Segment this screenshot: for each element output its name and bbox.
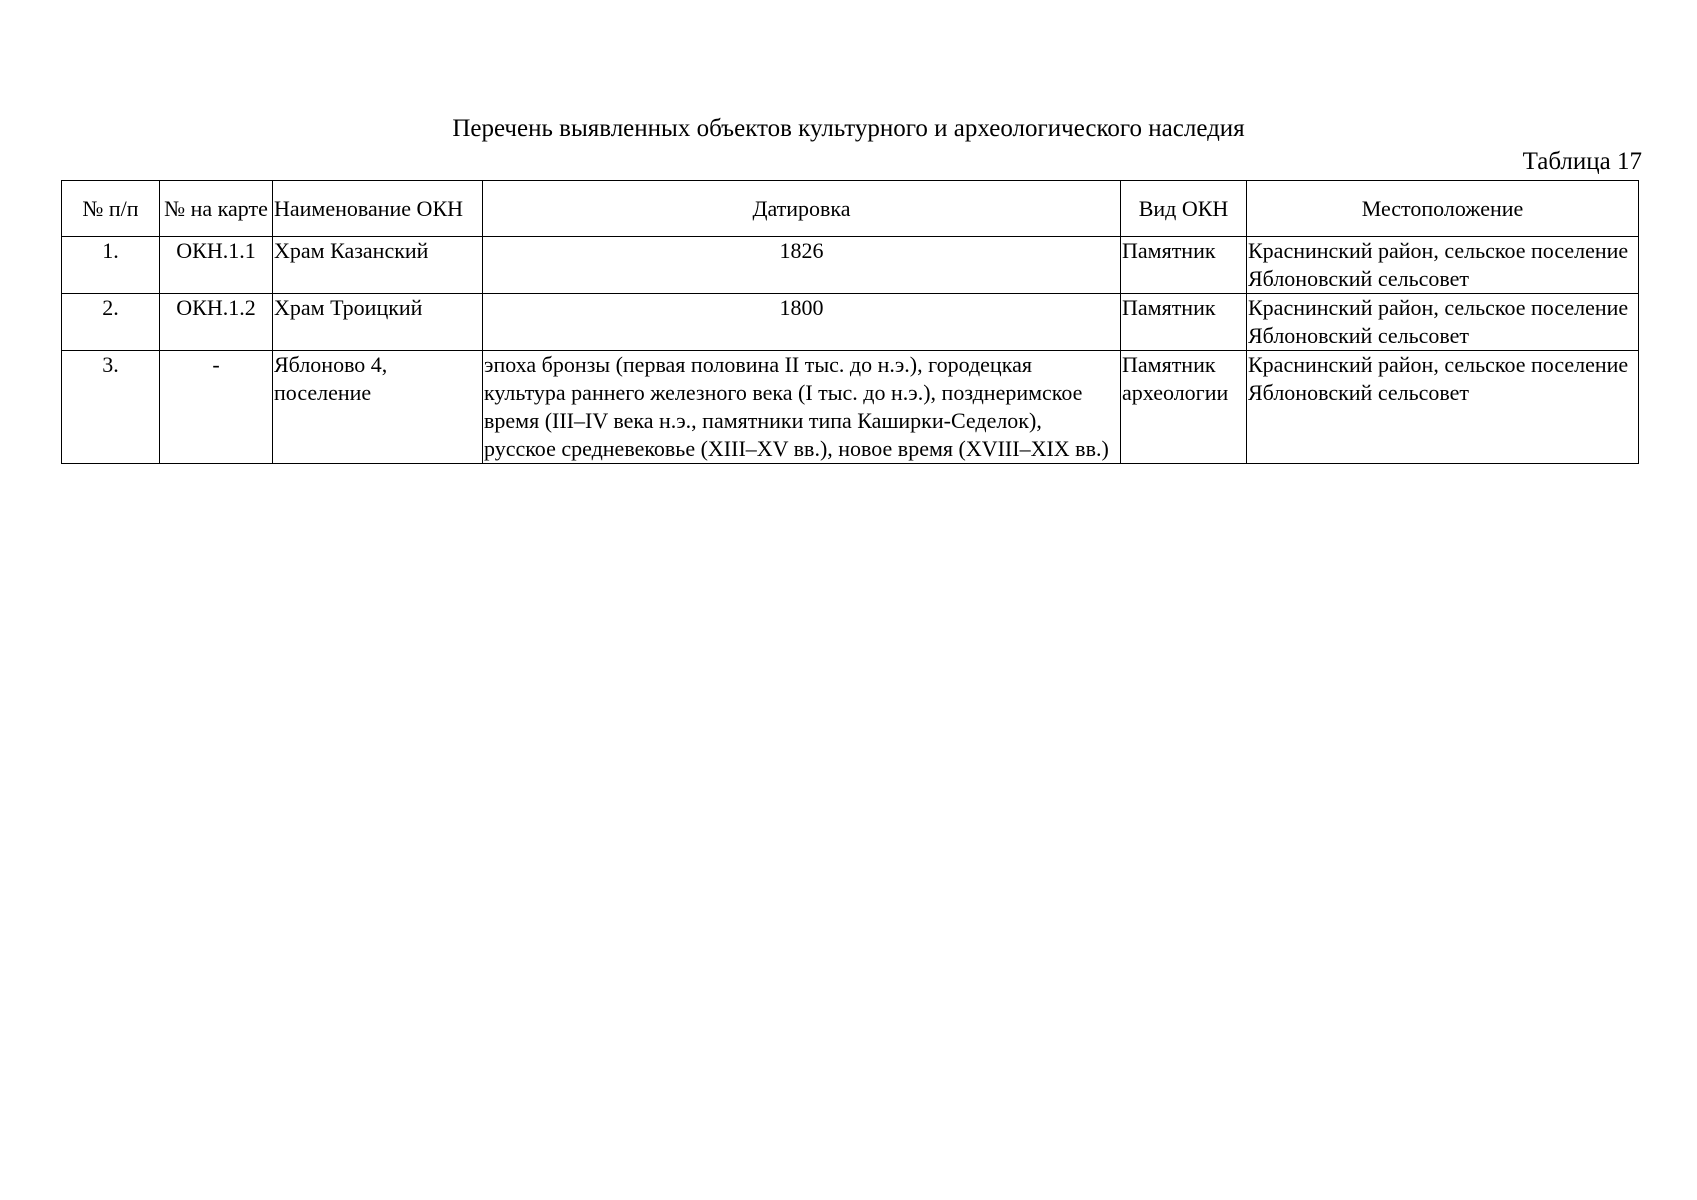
header-map-number: № на карте xyxy=(160,181,273,237)
cell-row-number: 2. xyxy=(62,294,160,351)
cell-location: Краснинский район, сельское поселение Яблоновский сельсовет xyxy=(1247,351,1639,464)
cell-row-number: 3. xyxy=(62,351,160,464)
cell-row-number: 1. xyxy=(62,237,160,294)
cell-dating: эпоха бронзы (первая половина II тыс. до н.э.), городецкая культура раннего железного века (I тыс. до н.э.), позднеримское время (III–IV века н.э., памятники типа Каширки-Седелок), русское средневековье (XIII–XV вв.), новое время (XVIII–XIX вв.) xyxy=(483,351,1121,464)
cell-location: Краснинский район, сельское поселение Яблоновский сельсовет xyxy=(1247,294,1639,351)
table-header-row xyxy=(62,181,1639,237)
cell-map-number: - xyxy=(160,351,273,464)
table-row xyxy=(62,237,1639,294)
cell-dating: 1826 xyxy=(483,237,1121,294)
header-dating: Датировка xyxy=(483,181,1121,237)
cell-location: Краснинский район, сельское поселение Яблоновский сельсовет xyxy=(1247,237,1639,294)
document-title: Перечень выявленных объектов культурного и археологического наследия xyxy=(452,115,1245,142)
header-okn-type: Вид ОКН xyxy=(1121,181,1247,237)
table-number-label: Таблица 17 xyxy=(1522,148,1642,175)
cell-okn-name: Храм Троицкий xyxy=(273,294,483,351)
heritage-objects-table xyxy=(61,180,1639,464)
header-okn-name: Наименование ОКН xyxy=(273,181,483,237)
cell-map-number: ОКН.1.2 xyxy=(160,294,273,351)
cell-okn-name: Яблоново 4, поселение xyxy=(273,351,483,464)
table-row xyxy=(62,294,1639,351)
cell-okn-type: Памятник xyxy=(1121,294,1247,351)
header-row-number: № п/п xyxy=(62,181,160,237)
cell-dating: 1800 xyxy=(483,294,1121,351)
cell-okn-type: Памятник xyxy=(1121,237,1247,294)
cell-okn-name: Храм Казанский xyxy=(273,237,483,294)
header-location: Местоположение xyxy=(1247,181,1639,237)
cell-okn-type: Памятник археологии xyxy=(1121,351,1247,464)
cell-map-number: ОКН.1.1 xyxy=(160,237,273,294)
table-row xyxy=(62,351,1639,464)
